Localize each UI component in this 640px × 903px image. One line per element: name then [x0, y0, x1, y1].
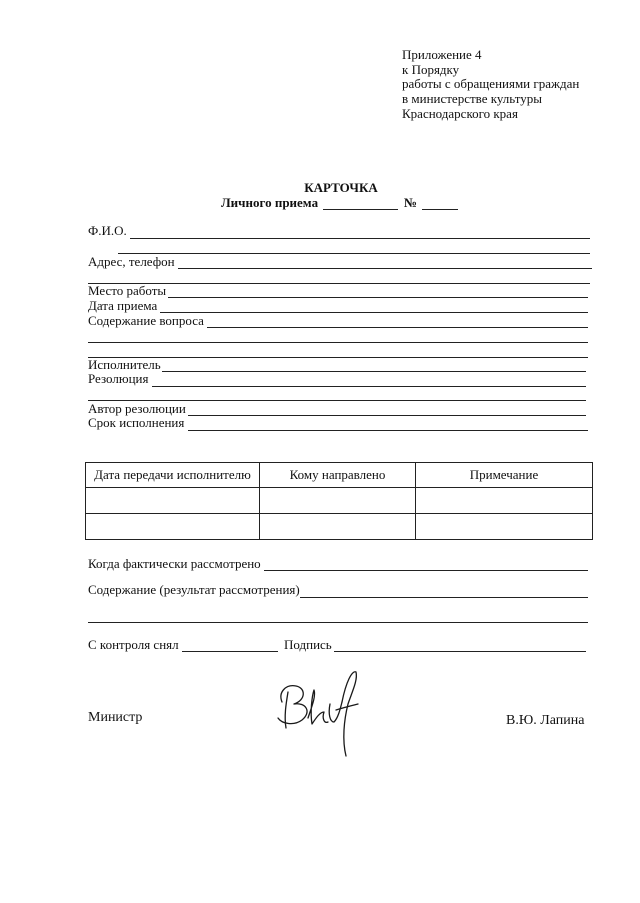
- content-field-line2[interactable]: [88, 622, 588, 623]
- appendix-line: работы с обращениями граждан: [402, 76, 580, 92]
- card-title: КАРТОЧКА: [304, 180, 378, 195]
- appendix-block: [402, 48, 579, 122]
- table-header-row: [86, 463, 593, 488]
- column-header: Кому направлено: [260, 463, 416, 488]
- fio-field[interactable]: [130, 238, 590, 239]
- reviewed-label: Когда фактически рассмотрено: [88, 556, 261, 571]
- resolution-field[interactable]: [152, 386, 586, 387]
- date-label: Дата приема: [88, 298, 158, 313]
- workplace-label: Место работы: [88, 283, 167, 298]
- executor-field[interactable]: [162, 371, 586, 372]
- table-cell[interactable]: [86, 514, 260, 540]
- deadline-label: Срок исполнения: [88, 415, 185, 430]
- reviewed-field[interactable]: [264, 570, 588, 571]
- signature-image: [272, 662, 368, 762]
- executor-label: Исполнитель: [88, 357, 161, 372]
- reception-date-field[interactable]: [323, 209, 398, 210]
- address-label: Адрес, телефон: [88, 254, 175, 269]
- signature-label: Подпись: [284, 637, 332, 652]
- reception-number-field[interactable]: [422, 209, 458, 210]
- deadline-field[interactable]: [188, 430, 588, 431]
- column-header: Дата передачи исполнителю: [86, 463, 260, 488]
- appendix-line: Краснодарского края: [402, 105, 518, 121]
- signature-field[interactable]: [334, 651, 586, 652]
- transfer-table: [85, 462, 593, 540]
- card-subtitle: [221, 196, 318, 210]
- question-field[interactable]: [207, 327, 588, 328]
- control-removed-field[interactable]: [182, 651, 278, 652]
- fio-label: Ф.И.О.: [88, 223, 127, 238]
- content-label: Содержание (результат рассмотрения): [88, 582, 300, 597]
- question-field-line3[interactable]: [88, 357, 588, 358]
- official-name: В.Ю. Лапина: [506, 713, 585, 728]
- question-label: Содержание вопроса: [88, 313, 204, 328]
- table-cell[interactable]: [260, 514, 416, 540]
- content-field[interactable]: [300, 597, 588, 598]
- address-field[interactable]: [178, 268, 592, 269]
- table-cell[interactable]: [416, 514, 593, 540]
- position-title: Министр: [88, 710, 143, 725]
- column-header: Примечание: [416, 463, 593, 488]
- appendix-line: Приложение 4: [402, 47, 482, 62]
- table-cell[interactable]: [416, 488, 593, 514]
- table-cell[interactable]: [260, 488, 416, 514]
- fio-field-line2[interactable]: [118, 253, 590, 254]
- number-sign: №: [404, 195, 418, 210]
- appendix-line: в министерстве культуры: [402, 91, 542, 107]
- subtitle-label: Личного приема: [221, 195, 319, 210]
- table-cell[interactable]: [86, 488, 260, 514]
- table-row: [86, 514, 593, 540]
- resolution-author-label: Автор резолюции: [88, 401, 186, 416]
- question-field-line2[interactable]: [88, 342, 588, 343]
- resolution-label: Резолюция: [88, 371, 149, 386]
- resolution-author-field[interactable]: [188, 415, 586, 416]
- workplace-field[interactable]: [168, 297, 588, 298]
- table-row: [86, 488, 593, 514]
- control-removed-label: С контроля снял: [88, 637, 179, 652]
- date-field[interactable]: [160, 312, 588, 313]
- appendix-line: к Порядку: [402, 61, 460, 77]
